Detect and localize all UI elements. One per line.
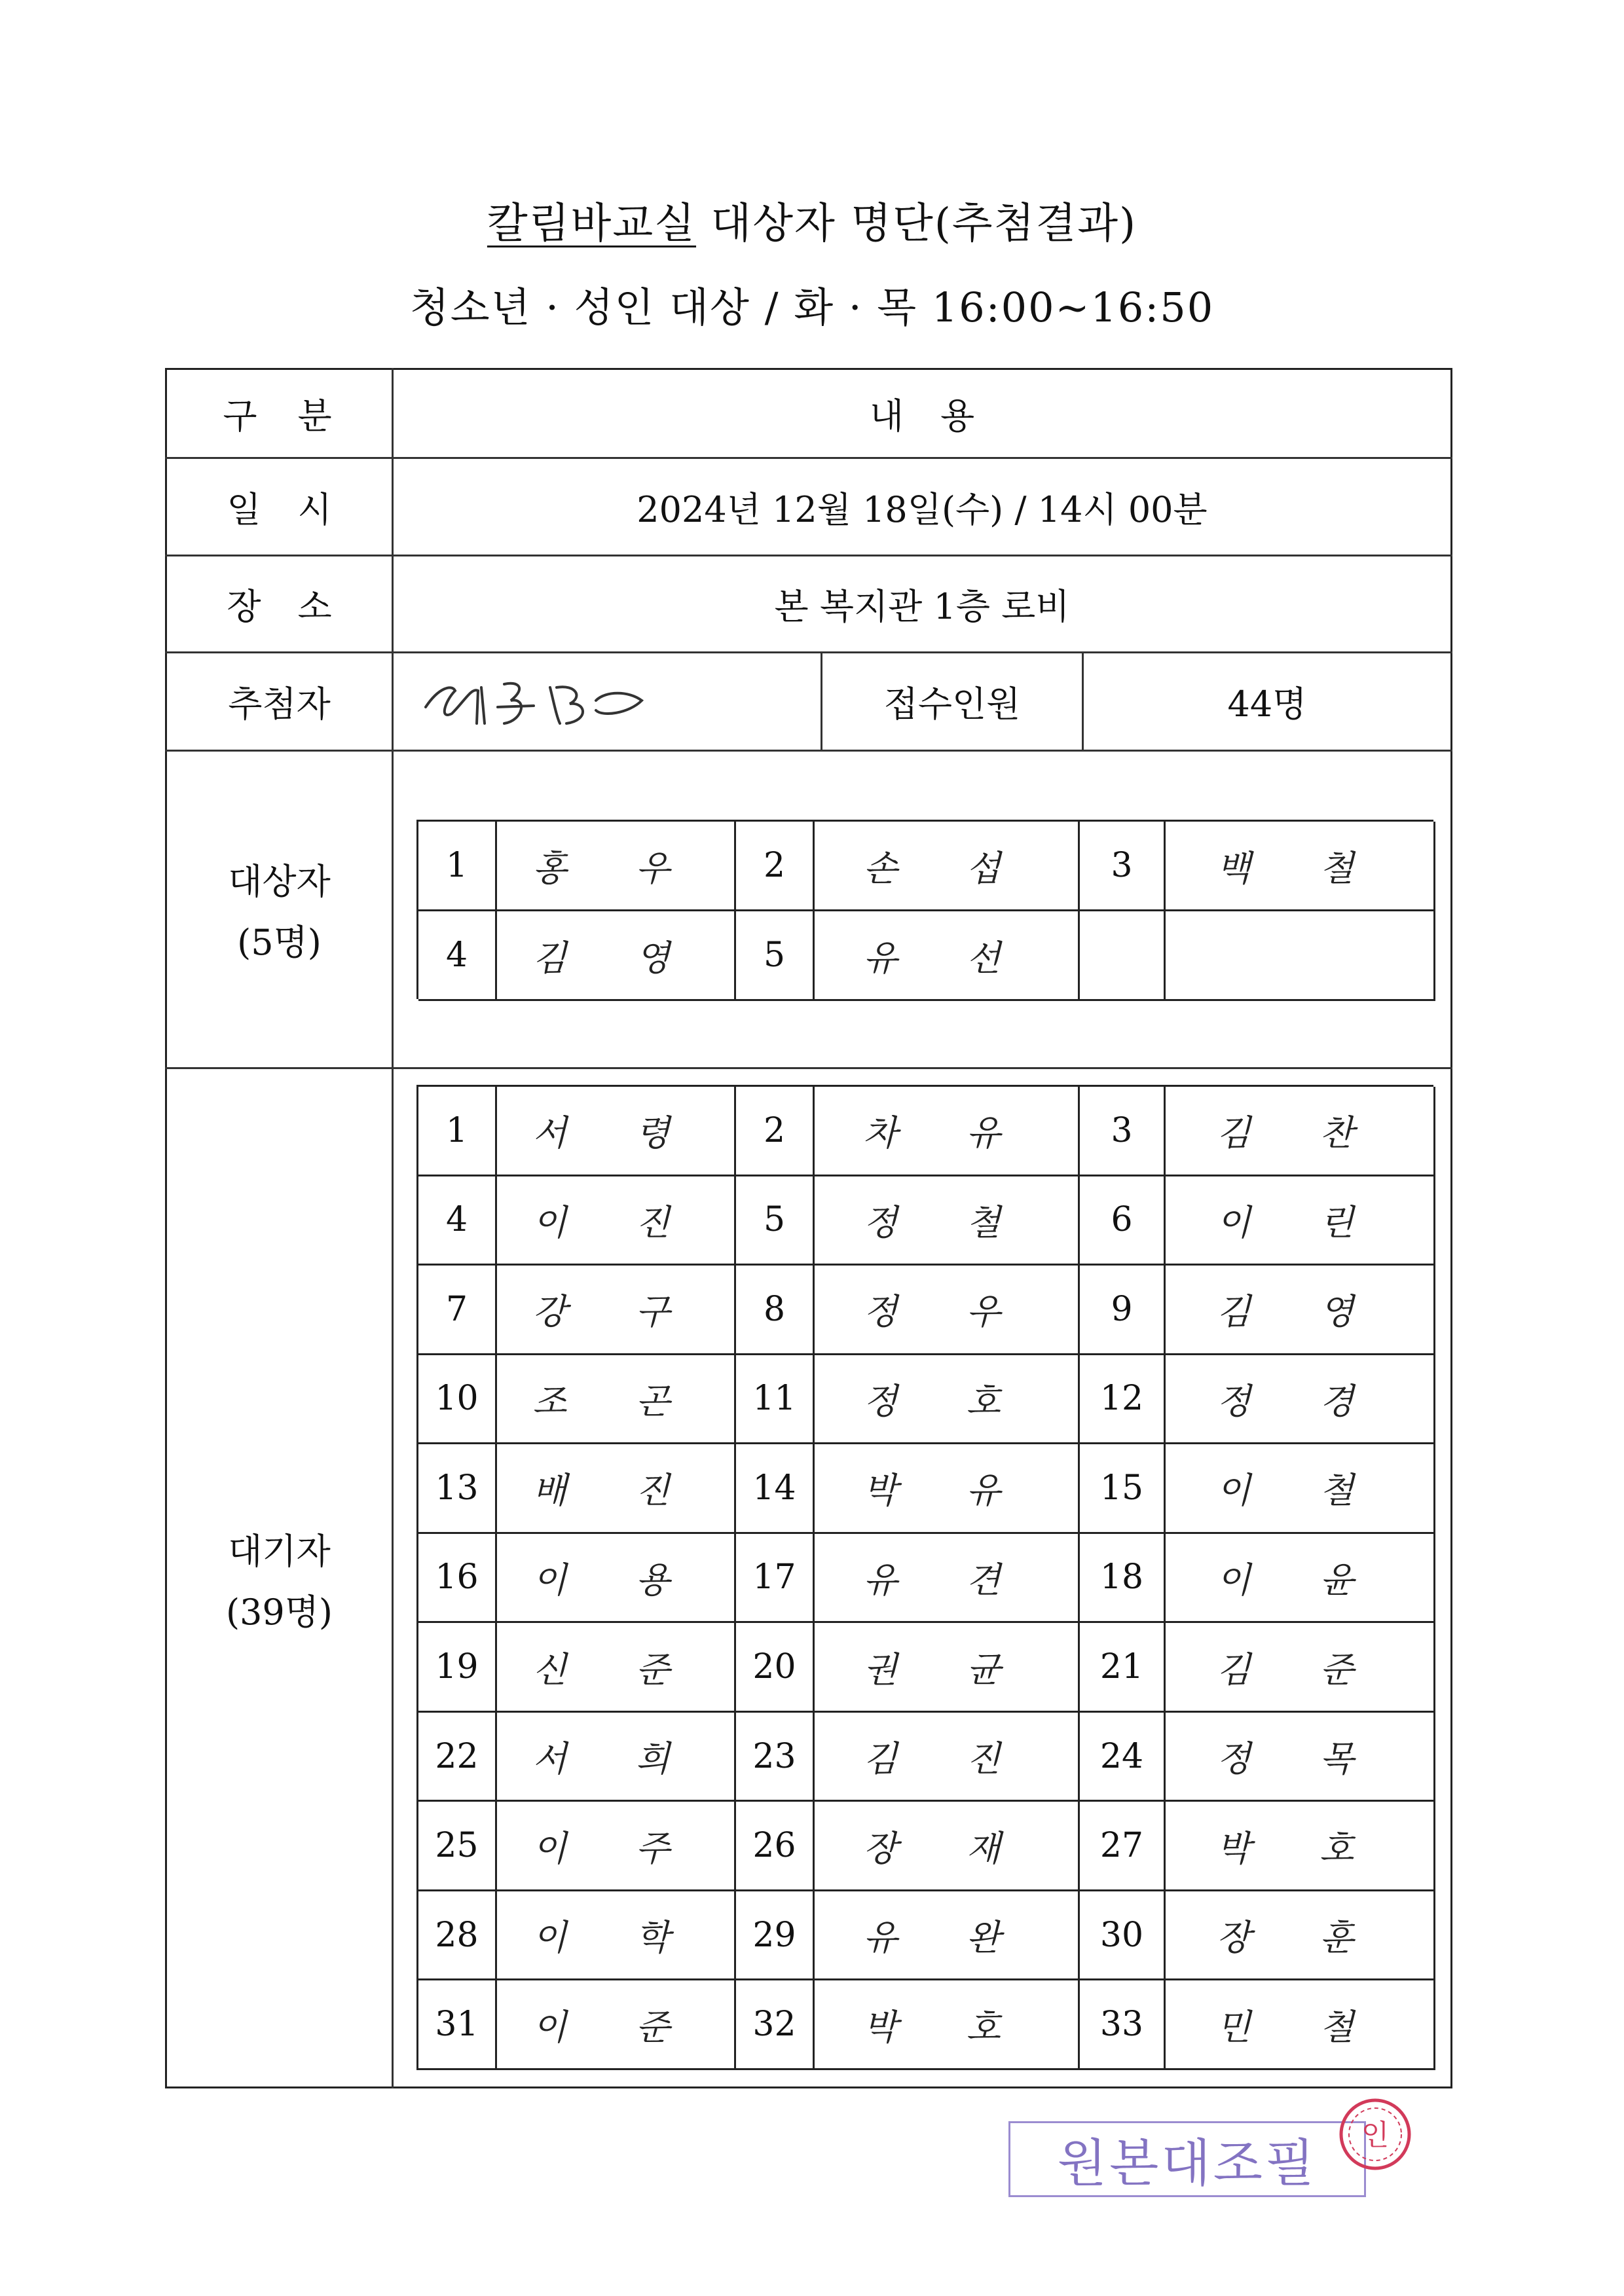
- waiting-entry-name: 정 우: [815, 1266, 1080, 1355]
- waiting-entry-number: 11: [736, 1355, 815, 1445]
- waiting-entry-number: 19: [418, 1623, 497, 1713]
- selected-entry-number: [1080, 911, 1166, 1001]
- waiting-entry-name: 박 유: [815, 1444, 1080, 1534]
- selected-entry-number: 2: [736, 822, 815, 911]
- waiting-entry-number: 29: [736, 1891, 815, 1981]
- waiting-entry-name: 이 학: [497, 1891, 736, 1981]
- waiting-entry-number: 17: [736, 1534, 815, 1624]
- waiting-label: 대기자 (39명): [225, 1530, 333, 1633]
- waiting-entry-name: 이 준: [497, 1980, 736, 2070]
- waiting-entry-name: 정 호: [815, 1355, 1080, 1445]
- drawer-label: 추첨자: [228, 683, 331, 725]
- waiting-entry-name: 이 주: [497, 1802, 736, 1891]
- seal-text: 인: [1361, 2119, 1390, 2152]
- signature-icon: [419, 661, 655, 740]
- waiting-entry-number: 30: [1080, 1891, 1166, 1981]
- waiting-entry-number: 26: [736, 1802, 815, 1891]
- applicants-value: 44명: [1227, 683, 1307, 725]
- waiting-entry-name: 배 진: [497, 1444, 736, 1534]
- waiting-entry-name: 박 호: [815, 1980, 1080, 2070]
- seal-icon: [1336, 2095, 1414, 2176]
- waiting-entry-name: 신 준: [497, 1623, 736, 1713]
- original-copy-stamp: 원본대조필: [1008, 2121, 1366, 2197]
- waiting-entry-number: 28: [418, 1891, 497, 1981]
- selected-entry-number: 5: [736, 911, 815, 1001]
- selected-entry-name: 백 철: [1166, 822, 1435, 911]
- waiting-entry-name: 강 구: [497, 1266, 736, 1355]
- waiting-entry-number: 14: [736, 1444, 815, 1534]
- waiting-entry-number: 1: [418, 1087, 497, 1176]
- waiting-entry-name: 장 재: [815, 1802, 1080, 1891]
- waiting-entry-name: 이 진: [497, 1176, 736, 1266]
- waiting-entry-name: 민 철: [1166, 1980, 1435, 2070]
- title-program-name: 칼림바교실: [487, 200, 697, 248]
- waiting-entry-number: 25: [418, 1802, 497, 1891]
- waiting-entry-number: 7: [418, 1266, 497, 1355]
- drawer-signature: [419, 661, 655, 742]
- waiting-entry-name: 김 준: [1166, 1623, 1435, 1713]
- waiting-entry-number: 31: [418, 1980, 497, 2070]
- waiting-entry-number: 4: [418, 1176, 497, 1266]
- waiting-entry-name: 김 찬: [1166, 1087, 1435, 1176]
- place-label: 장 소: [227, 586, 332, 627]
- selected-entry-name: 홍 우: [497, 822, 736, 911]
- waiting-grid: [416, 1085, 1433, 2070]
- waiting-entry-name: 김 진: [815, 1713, 1080, 1802]
- waiting-entry-name: 조 곤: [497, 1355, 736, 1445]
- document-subtitle: 청소년 · 성인 대상 / 화 · 목 16:00~16:50: [409, 283, 1215, 331]
- header-label: 구 분: [223, 395, 336, 437]
- waiting-entry-name: 이 린: [1166, 1176, 1435, 1266]
- waiting-entry-name: 장 훈: [1166, 1891, 1435, 1981]
- header-value: 내 용: [869, 395, 975, 437]
- waiting-entry-number: 24: [1080, 1713, 1166, 1802]
- waiting-entry-name: 차 유: [815, 1087, 1080, 1176]
- waiting-entry-number: 13: [418, 1444, 497, 1534]
- datetime-label: 일 시: [227, 488, 332, 530]
- waiting-entry-number: 8: [736, 1266, 815, 1355]
- selected-entry-number: 4: [418, 911, 497, 1001]
- waiting-entry-number: 2: [736, 1087, 815, 1176]
- waiting-entry-number: 32: [736, 1980, 815, 2070]
- title-rest: 대상자 명단(추첨결과): [696, 200, 1137, 248]
- selected-entry-name: [1166, 911, 1435, 1001]
- selected-grid: [416, 820, 1433, 999]
- waiting-entry-number: 6: [1080, 1176, 1166, 1266]
- waiting-entry-name: 이 윤: [1166, 1534, 1435, 1624]
- waiting-entry-number: 3: [1080, 1087, 1166, 1176]
- waiting-entry-name: 정 경: [1166, 1355, 1435, 1445]
- waiting-entry-number: 16: [418, 1534, 497, 1624]
- waiting-entry-name: 정 목: [1166, 1713, 1435, 1802]
- waiting-entry-number: 18: [1080, 1534, 1166, 1624]
- waiting-entry-number: 22: [418, 1713, 497, 1802]
- waiting-entry-name: 권 균: [815, 1623, 1080, 1713]
- waiting-entry-name: 서 희: [497, 1713, 736, 1802]
- waiting-entry-name: 김 영: [1166, 1266, 1435, 1355]
- waiting-entry-number: 15: [1080, 1444, 1166, 1534]
- waiting-entry-name: 서 령: [497, 1087, 736, 1176]
- waiting-entry-number: 12: [1080, 1355, 1166, 1445]
- waiting-entry-name: 유 견: [815, 1534, 1080, 1624]
- waiting-entry-name: 박 호: [1166, 1802, 1435, 1891]
- selected-entry-name: 손 섭: [815, 822, 1080, 911]
- waiting-entry-name: 정 철: [815, 1176, 1080, 1266]
- waiting-entry-number: 27: [1080, 1802, 1166, 1891]
- waiting-entry-number: 5: [736, 1176, 815, 1266]
- place-value: 본 복지관 1층 로비: [774, 586, 1070, 627]
- selected-entry-name: 유 선: [815, 911, 1080, 1001]
- datetime-value: 2024년 12월 18일(수) / 14시 00분: [637, 488, 1208, 530]
- waiting-entry-number: 23: [736, 1713, 815, 1802]
- document-title: [0, 190, 1624, 250]
- waiting-entry-number: 33: [1080, 1980, 1166, 2070]
- applicants-label: 접수인원: [883, 683, 1021, 725]
- waiting-entry-number: 9: [1080, 1266, 1166, 1355]
- selected-entry-name: 김 영: [497, 911, 736, 1001]
- waiting-entry-name: 이 철: [1166, 1444, 1435, 1534]
- waiting-entry-number: 10: [418, 1355, 497, 1445]
- selected-entry-number: 3: [1080, 822, 1166, 911]
- selected-label: 대상자 (5명): [228, 861, 331, 963]
- waiting-entry-name: 유 완: [815, 1891, 1080, 1981]
- waiting-entry-number: 20: [736, 1623, 815, 1713]
- waiting-entry-name: 이 용: [497, 1534, 736, 1624]
- waiting-entry-number: 21: [1080, 1623, 1166, 1713]
- selected-entry-number: 1: [418, 822, 497, 911]
